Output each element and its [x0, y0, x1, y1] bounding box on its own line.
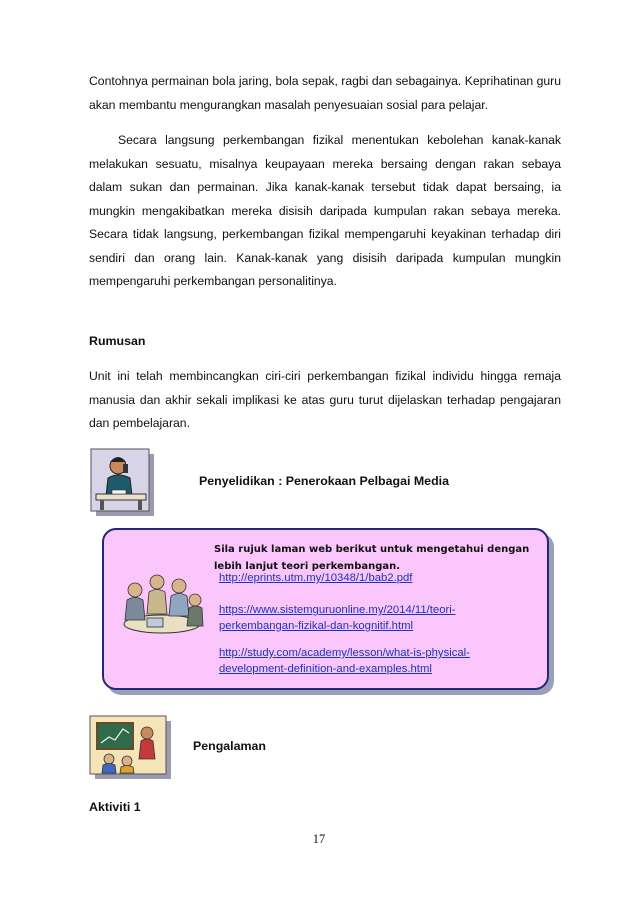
link-eprints-utm[interactable]: http://eprints.utm.my/10348/1/bab2.pdf — [219, 572, 413, 584]
panel-intro-text — [214, 541, 534, 575]
link-study-com-line1[interactable]: http://study.com/academy/lesson/what-is-physical- — [219, 647, 470, 659]
panel-intro-line2: lebih lanjut teori perkembangan. — [214, 561, 401, 572]
classroom-icon — [89, 715, 171, 779]
link-study-com[interactable] — [219, 646, 470, 677]
penyelidikan-title: Penyelidikan : Penerokaan Pelbagai Media — [199, 474, 449, 488]
heading-aktiviti-1: Aktiviti 1 — [89, 800, 141, 814]
page-number: 17 — [312, 832, 326, 846]
heading-rumusan: Rumusan — [89, 334, 146, 348]
paragraph-rumusan: Unit ini telah membincangkan ciri-ciri perkembangan fizikal individu hingga remaja manusia dan akhir sekali implikasi ke atas guru turut dijelaskan terhadap pengajaran dan pembelajaran. — [89, 369, 561, 430]
group-discussion-icon — [117, 570, 207, 640]
researcher-at-desk-icon — [90, 448, 156, 518]
link-sistemguruonline-line2[interactable]: perkembangan-fizikal-dan-kognitif.html — [219, 619, 414, 632]
link-sistemguruonline-line1[interactable]: https://www.sistemguruonline.my/2014/11/teori- — [219, 604, 456, 616]
paragraph-physical-development: Secara langsung perkembangan fizikal menentukan kebolehan kanak-kanak melakukan sesuatu, misalnya keupayaan mereka bersaing dengan rakan sebaya dalam sukan dan permainan. Jika kanak-kanak tersebut tidak dapat bersaing, ia mungkin mengakibatkan mereka disisih daripada kumpulan rakan sebaya mereka. Secara tidak langsung, perkembangan fizikal mempengaruhi keyakinan terhadap diri sendiri dan orang lain. Kanak-kanak yang disisih daripada kumpulan mungkin mempengaruhi perkembangan personalitinya. — [89, 133, 561, 288]
paragraph-intro: Contohnya permainan bola jaring, bola sepak, ragbi dan sebagainya. Keprihatinan guru akan membantu mengurangkan masalah penyesuaian sosial para pelajar. — [89, 74, 561, 112]
panel-intro-line1: Sila rujuk laman web berikut untuk mengetahui dengan — [214, 544, 530, 555]
link-sistemguruonline[interactable] — [219, 603, 456, 634]
link-study-com-line2[interactable]: development-definition-and-examples.html — [219, 662, 432, 675]
pengalaman-title: Pengalaman — [193, 739, 266, 753]
